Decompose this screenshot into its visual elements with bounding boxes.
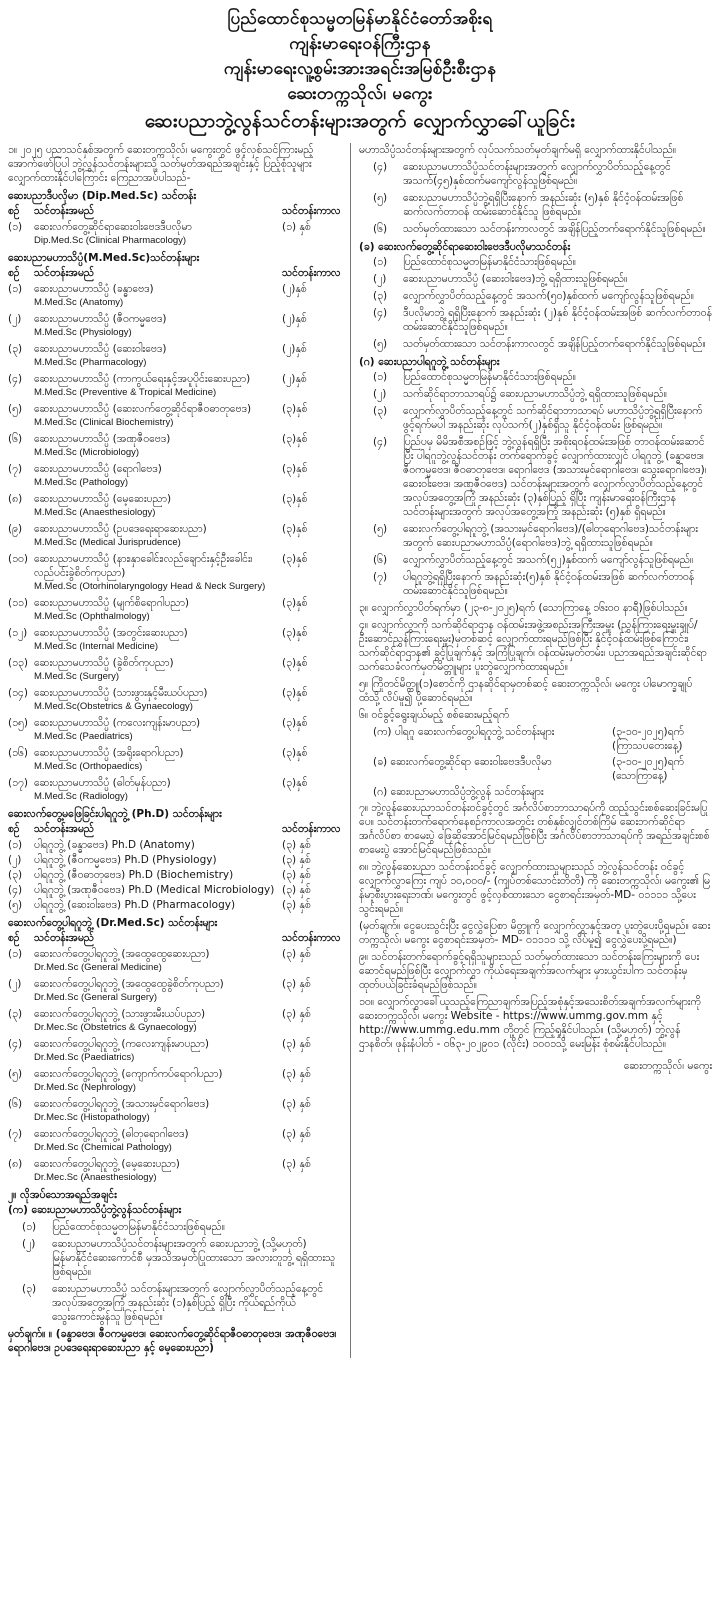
government-title: ပြည်ထောင်စုသမ္မတမြန်မာနိုင်ငံတော်အစိုးရ (227, 9, 493, 29)
item-text: ဆေးပညာမဟာသိပ္ပံဘွဲ့ရရှိပြီးနောက် အနည်းဆုံး (၅)နှစ် နိုင်ငံ့ဝန်ထမ်းအဖြစ် ဆက်လက်တာဝန် ထမ်းဆောင်နိုင်သူ ဖြစ်ရမည်။ (403, 192, 684, 218)
list-item (8, 1282, 342, 1324)
exam-date: (၃-၁၀-၂၀၂၅)ရက် (ကြာသပတေးနေ့) (612, 726, 684, 752)
course-name: ပါရဂူဘွဲ့ (အဏုဇီဝဗေဒ) Ph.D (Medical Microbiology) (34, 884, 275, 896)
item-number: (၂) (373, 388, 387, 400)
course-row (8, 776, 342, 790)
course-row (8, 312, 342, 326)
course-row (8, 402, 342, 416)
item-text: ဆေးလက်တွေ့ပါရဂူဘွဲ့ (အသားမှင်ရောဂါဗေဒ)/(ဓါတုရောဂါဗေဒ)သင်တန်းများအတွက် ဆေးပညာမဟာသိပ္ပံ(ရောဂါဗေဒ)ဘွဲ့ ရရှိထားသူဖြစ်ရမည်။ (403, 523, 698, 549)
list-item (359, 387, 712, 401)
course-row (8, 1127, 342, 1141)
course-duration: (၂)နှစ် (282, 313, 307, 325)
paragraph-8-note: (မှတ်ချက်။ ငွေပေးသွင်းပြီး ငွေလွှဲပြေစာ မိတ္တူကို လျှောက်လွှာနှင့်အတူ ပူးတွဲပေးပို့ရမည်။ ဆေးတက္ကသိုလ်၊ မကွေး ငွေစာရင်းအမှတ်- MD- ၀၁၁၁၁ သို့ လိပ်မူ၍ ငွေလွှဲပေးပို့ရမည်။) (359, 920, 711, 946)
course-row (8, 432, 342, 446)
course-row (8, 1097, 342, 1111)
item-number: (၅) (373, 338, 388, 350)
course-name: ဆေးလက်တွေ့ပါရဂူဘွဲ့ (ဓါတုရောဂါဗေဒ) (34, 1128, 189, 1140)
right-column (350, 143, 712, 1358)
course-number: (၉) (8, 523, 23, 535)
course-row (8, 552, 342, 580)
course-row (8, 716, 342, 730)
item-text: ပြည်ထောင်စုသမ္မတမြန်မာနိုင်ငံသားဖြစ်ရမည်။ (403, 371, 576, 383)
course-name: ဆေးပညာမဟာသိပ္ပံ (ခွဲစိတ်ကုပညာ) (34, 657, 174, 669)
qualification-note: မှတ်ချက်။ ။ (ခန္ဓာဗေဒ၊ ဇီဝကမ္မဗေဒ၊ ဆေးလက်တွေ့ဆိုင်ရာဇီဝဓာတုဗေဒ၊ အဏုဇီဝဗေဒ၊ ရောဂါဗေဒ၊ ဥပဒေရေးရာဆေးပညာ နှင့် မေ့ဆေးပညာ) (8, 1328, 337, 1354)
list-item (359, 272, 712, 286)
course-duration: (၃) နှစ် (282, 854, 311, 866)
course-name: ဆေးပညာမဟာသိပ္ပံ (အရိုးရောဂါပညာ) (34, 747, 184, 759)
course-name-english: M.Med.Sc (Physiology) (34, 327, 132, 338)
table-header (8, 204, 342, 218)
item-number: (၃) (22, 1283, 37, 1295)
exam-course: (ခ) ဆေးလက်တွေ့ဆိုင်ရာ ဆေးဝါးဗေဒဒီပလိုမာ (373, 756, 552, 768)
course-row (8, 868, 342, 882)
list-item (8, 1237, 342, 1279)
course-name-english: M.Med.Sc (Preventive & Tropical Medicine) (34, 387, 217, 398)
course-name-english: Dr.Med.Sc (Chemical Pathology) (34, 1142, 172, 1153)
course-number: (၁၀) (8, 553, 29, 565)
course-row (8, 1067, 342, 1081)
course-duration: (၃) နှစ် (282, 839, 311, 851)
course-number: (၅) (8, 403, 23, 415)
course-number: (၈) (8, 493, 23, 505)
paragraph-6: ၆။ ဝင်ခွင့်ရွေးချယ်မည့် စစ်ဆေးမည့်ရက် (359, 709, 510, 721)
course-duration: (၃) နှစ် (282, 1038, 311, 1050)
course-duration: (၃)နှစ် (282, 433, 308, 445)
course-name-english: M.Med.Sc (Radiology) (34, 791, 128, 802)
course-name: ဆေးပညာမဟာသိပ္ပံ (ဆေးဝါးဗေဒ) (34, 343, 167, 355)
exam-date-list (359, 725, 712, 799)
course-name: ဆေးလက်တွေ့ပါရဂူဘွဲ့ (မေ့ဆေးပညာ) (34, 1158, 180, 1170)
course-row (8, 282, 342, 296)
course-name-english: M.Med.Sc (Internal Medicine) (34, 641, 159, 652)
course-row (8, 220, 342, 234)
col-course-header: သင်တန်းအမည် (34, 823, 95, 835)
course-name-english: Dr.Med.Sc (General Medicine) (34, 962, 162, 973)
course-number: (၁) (8, 839, 23, 851)
item-number: (၁) (373, 256, 388, 268)
item-number: (၅) (373, 523, 388, 535)
course-duration: (၃) နှစ် (282, 1008, 311, 1020)
course-number: (၃) (8, 869, 23, 881)
course-duration: (၃) နှစ် (282, 1068, 311, 1080)
course-number: (၁) (8, 283, 23, 295)
course-name: ပါရဂူဘွဲ့ (ဇီဝကမ္မဗေဒ) Ph.D (Physiology) (34, 854, 217, 866)
col-duration-header: သင်တန်းကာလ (282, 823, 341, 835)
course-row (8, 977, 342, 991)
course-row (8, 746, 342, 760)
course-duration: (၂)နှစ် (282, 343, 307, 355)
item-number: (၃) (373, 405, 388, 417)
qualification-list (8, 1220, 342, 1324)
course-row (8, 626, 342, 640)
course-row (8, 947, 342, 961)
item-number: (၆) (373, 554, 388, 566)
course-number: (၇) (8, 463, 23, 475)
course-number: (၁၁) (8, 597, 29, 609)
item-text: ဆေးပညာမဟာသိပ္ပံသင်တန်းများအတွက် လျှောက်လွှာပိတ်သည့်နေ့တွင် အသက်(၄၅)နှစ်ထက်မကျော်လွန်သူဖြစ်ရမည်။ (403, 161, 671, 187)
course-row (8, 883, 342, 897)
paragraph-4: ၄။ လျှောက်လွှာကို သက်ဆိုင်ရာဌာန ဝန်ထမ်းအဖွဲ့အစည်းအကြီးအမှူး (ညွှန်ကြားရေးမှူးချုပ်/ဦးဆောင်ညွှန်ကြားရေးမှူး)မှတစ်ဆင့် လျှောက်ထားရမည်ဖြစ်ပြီး နိုင်ငံ့ဝန်ထမ်းဖြစ်ကြောင်း၊ သက်ဆိုင်ရာဌာန၏ ခွင့်ပြုချက်နှင့် အကြံပြုချက်၊ ဝန်ထမ်းမှတ်တမ်း၊ ပညာအရည်အချင်းဆိုင်ရာ သက်သေခံလက်မှတ်မိတ္တူများ ပူးတွဲလျှောက်ထားရမည်။ (359, 619, 707, 673)
course-name: ဆေးလက်တွေ့ပါရဂူဘွဲ့ (ကလေးကျန်းမာပညာ) (34, 1038, 209, 1050)
col-no-header: စဉ် (8, 823, 20, 835)
course-number: (၁၂) (8, 627, 28, 639)
list-item (359, 370, 712, 384)
paragraph-5: ၅။ ကြိုတင်မိတ္တူ(၁)စောင်ကို ဌာနဆိုင်ရာမှတစ်ဆင့် ဆေးတက္ကသိုလ်၊ မကွေး ပါမောက္ခချုပ်ထံသို့ လိပ်မူ၍ ပို့ဆောင်ရမည်။ (359, 678, 693, 704)
course-number: (၂) (8, 978, 22, 990)
course-name: ဆေးပညာမဟာသိပ္ပံ (ဥပဒေရေးရာဆေးပညာ) (34, 523, 207, 535)
course-name: ဆေးပညာမဟာသိပ္ပံ (မျက်စိရောဂါပညာ) (34, 597, 189, 609)
course-name: ပါရဂူဘွဲ့ (ဆေးဝါးဗေဒ) Ph.D (Pharmacology) (34, 899, 236, 911)
item-text: ဆေးပညာမဟာသိပ္ပံသင်တန်းများအတွက် ဆေးပညာဘွဲ့ (သို့မဟုတ်) မြန်မာနိုင်ငံဆေးကောင်စီ မှအသိအမှတ်ပြုထားသော အလားတူဘွဲ့ ရရှိထားသူဖြစ်ရမည်။ (52, 1238, 336, 1278)
exam-date-row (359, 755, 712, 783)
section-c-list (359, 370, 712, 598)
course-name: ဆေးပညာမဟာသိပ္ပံ (ခန္ဓာဗေဒ) (34, 283, 154, 295)
course-duration: (၃) နှစ် (282, 948, 311, 960)
col-no-header: စဉ် (8, 267, 20, 279)
table-header (8, 931, 342, 945)
course-number: (၆) (8, 1098, 23, 1110)
course-duration: (၃) နှစ် (282, 884, 311, 896)
course-row (8, 492, 342, 506)
course-name-english: M.Med.Sc (Paediatrics) (34, 731, 133, 742)
course-duration: (၂)နှစ် (282, 283, 307, 295)
course-row (8, 1157, 342, 1171)
table-header (8, 266, 342, 280)
exam-course: (က) ပါရဂူ ဆေးလက်တွေ့ပါရဂူဘွဲ့ သင်တန်းများ (373, 726, 555, 738)
course-number: (၈) (8, 1158, 23, 1170)
course-name: ဆေးပညာမဟာသိပ္ပံ (အတွင်းဆေးပညာ) (34, 627, 188, 639)
section-b-list (359, 255, 712, 351)
course-duration: (၃)နှစ် (282, 403, 308, 415)
col-duration-header: သင်တန်းကာလ (282, 205, 341, 217)
item-number: (၁) (22, 1221, 37, 1233)
course-name-english: Dr.Mec.Sc (Obstetrics & Gynaecology) (34, 1022, 197, 1033)
course-row (8, 898, 342, 912)
course-duration: (၃) နှစ် (282, 978, 311, 990)
item-text: သတ်မှတ်ထားသော သင်တန်းကာလတွင် အချိန်ပြည့်တက်ရောက်နိုင်သူဖြစ်ရမည်။ (403, 338, 706, 350)
course-number: (၁) (8, 948, 23, 960)
course-duration: (၃)နှစ် (282, 717, 308, 729)
course-number: (၁) (8, 221, 23, 233)
course-row (8, 656, 342, 670)
exam-date: (၃-၁၀-၂၀၂၅)ရက် (သောကြာနေ့) (612, 756, 684, 782)
phd-course-list (8, 838, 342, 912)
left-column (8, 143, 350, 1358)
item-number: (၂) (373, 273, 387, 285)
list-item (359, 404, 712, 432)
course-row (8, 853, 342, 867)
course-name: ဆေးလက်တွေ့ပါရဂူဘွဲ့ (အထွေထွေဆေးပညာ) (34, 948, 210, 960)
course-number: (၅) (8, 1068, 23, 1080)
paragraph-7: ၇။ ဘွဲ့လွန်ဆေးပညာသင်တန်းဝင်ခွင့်တွင် အင်္ဂလိပ်စာဘာသာရပ်ကို ထည့်သွင်းစစ်ဆေးခြင်းမပြုပေ။ သင်တန်းတက်ရောက်နေစဉ်ကာလအတွင်း တစ်နှစ်လျှင်တစ်ကြိမ် ဆေးဘက်ဆိုင်ရာ အင်္ဂလိပ်စာ စာမေးပွဲ ဖြေဆိုအောင်မြင်ရမည်ဖြစ်ပြီး အင်္ဂလိပ်စာဘာသာရပ်ကို အရည်အချင်းစစ်စာမေးပွဲ အောင်မြင်ရမည်ဖြစ်သည်။ (359, 802, 710, 856)
course-name-english: M.Med.Sc (Anaesthesiology) (34, 507, 156, 518)
course-name: ဆေးပညာမဟာသိပ္ပံ (မေ့ဆေးပညာ) (34, 493, 172, 505)
course-name: ဆေးပညာမဟာသိပ္ပံ (ဓါတ်မှန်ပညာ) (34, 777, 171, 789)
course-row (8, 1007, 342, 1021)
list-item (359, 289, 712, 303)
course-name-english: M.Med.Sc (Pathology) (34, 477, 128, 488)
list-item (359, 337, 712, 351)
course-row (8, 342, 342, 356)
continued-list (359, 160, 712, 236)
col-course-header: သင်တန်းအမည် (34, 932, 95, 944)
paragraph-8: ၈။ ဘွဲ့လွန်ဆေးပညာ သင်တန်းဝင်ခွင့် လျှောက်ထားသူများသည် ဘွဲ့လွန်သင်တန်း ဝင်ခွင့်လျှောက်လွှာကြေး ကျပ် ၁၀,၀၀၀/- (ကျပ်တစ်သောင်းတိတိ) ကို ဆေးတက္ကသိုလ်၊ မကွေး၏ မြန်မာ့စီးပွားရေးဘဏ်၊ မကွေးတွင် ဖွင့်လှစ်ထားသော ငွေစာရင်းအမှတ်-MD- ၀၁၁၁၁ သို့ပေးသွင်းရမည်။ (359, 861, 711, 915)
item-number: (၇) (373, 571, 388, 583)
course-name-english: M.Med.Sc (Ophthalmology) (34, 611, 150, 622)
announcement-title: ဆေးပညာဘွဲ့လွန်သင်တန်းများအတွက် လျှောက်လွှာခေါ်ယူခြင်း (144, 110, 576, 132)
col-no-header: စဉ် (8, 932, 20, 944)
item-text: ဆေးပညာမဟာသိပ္ပံ (ဆေးဝါးဗေဒ)ဘွဲ့ ရရှိထားသူဖြစ်ရမည်။ (403, 273, 628, 285)
item-text: ပြည်ထောင်စုသမ္မတမြန်မာနိုင်ငံသားဖြစ်ရမည်။ (52, 1221, 225, 1233)
course-duration: (၃) နှစ် (282, 1098, 311, 1110)
course-name: ဆေးပညာမဟာသိပ္ပံ (နား၊နှာခေါင်း၊လည်ချောင်းနှင့်ဦးခေါင်း၊လည်ပင်းခွဲစိတ်ကုပညာ) (34, 553, 253, 579)
course-row (8, 686, 342, 700)
course-row (8, 462, 342, 476)
item-text: လျှောက်လွှာပိတ်သည့်နေ့တွင် သက်ဆိုင်ရာဘာသာရပ် မဟာသိပ္ပံဘွဲ့ရရှိပြီးနောက် ဖွင့်ရက်မပါ အနည်းဆုံး လုပ်သက်(၂)နှစ်ရှိသူ နိုင်ငံ့ဝန်ထမ်း ဖြစ်ရမည်။ (403, 405, 703, 431)
item-number: (၄) (373, 436, 388, 448)
course-name-english: M.Med.Sc (Microbiology) (34, 447, 140, 458)
item-number: (၄) (373, 161, 388, 173)
item-text: ဆေးပညာမဟာသိပ္ပံ သင်တန်းများအတွက် လျှောက်လွှာပိတ်သည့်နေ့တွင် အလုပ်အတွေ့အကြုံ အနည်းဆုံး (၁)နှစ်ပြည့် ရှိပြီး ကိုယ်ရည်ကိုယ်သွေးကောင်းမွန်သူ ဖြစ်ရမည်။ (52, 1283, 324, 1323)
course-duration: (၃)နှစ် (282, 627, 308, 639)
list-item (359, 255, 712, 269)
paragraph-9: ၉။ သင်တန်းတက်ရောက်ခွင့်ရရှိသူများသည် သတ်မှတ်ထားသော သင်တန်းကြေးများကို ပေးဆောင်ရမည်ဖြစ်ပြီး လျှောက်လွှာ ကိုယ်ရေးအချက်အလက်များ မှားယွင်းပါက သင်တန်းမှ ထုတ်ပယ်ခြင်းခံရမည်ဖြစ်သည်။ (359, 951, 700, 991)
exam-date-row (359, 725, 712, 753)
course-number: (၁၅) (8, 717, 29, 729)
col-no-header: စဉ် (8, 205, 20, 217)
paragraph-3: ၃။ လျှောက်လွှာပိတ်ရက်မှာ (၂၃-၈-၂၀၂၅)ရက် (သောကြာနေ့ ၁၆း၀၀ နာရီ)ဖြစ်ပါသည်။ (359, 602, 688, 614)
course-duration: (၃) နှစ် (282, 869, 311, 881)
item-number: (၅) (373, 192, 388, 204)
course-duration: (၃)နှစ် (282, 523, 308, 535)
section-c-title: (ဂ) ဆေးပညာပါရဂူဘွဲ့ သင်တန်းများ (359, 356, 500, 368)
course-number: (၇) (8, 1128, 23, 1140)
course-name: ဆေးလက်တွေ့ပါရဂူဘွဲ့ (အသားမှင်ရောဂါဗေဒ) (34, 1098, 210, 1110)
department-title: ကျန်းမာရေးလူ့စွမ်းအားအရင်းအမြစ်ဦးစီးဌာန (223, 59, 497, 79)
diploma-course-list (8, 220, 342, 247)
table-header (8, 822, 342, 836)
course-number: (၆) (8, 433, 23, 445)
course-number: (၃) (8, 1008, 23, 1020)
course-name-english: M.Med.Sc (Medical Jurisprudence) (34, 537, 181, 548)
diploma-section-title: ဆေးပညာဒီပလိုမာ (Dip.Med.Sc) သင်တန်း (8, 190, 197, 202)
course-name-english: M.Med.Sc (Orthopaedics) (34, 761, 143, 772)
course-duration: (၁) နှစ် (282, 221, 311, 233)
ministry-title: ကျန်းမာရေးဝန်ကြီးဌာန (289, 34, 431, 54)
course-duration: (၃)နှစ် (282, 747, 308, 759)
item-text: ပြည်ပမှ မိမိအစီအစဉ်ဖြင့် ဘွဲ့လွန်ရရှိပြီး အစိုးရဝန်ထမ်းအဖြစ် တာဝန်ထမ်းဆောင်ပြီး ပါရဂူဘွဲ့လွန်သင်တန်း တက်ရောက်ခွင့် လျှောက်ထားလျှင် ပါရဂူဘွဲ့ (ခန္ဓာဗေဒ၊ ဇီဝကမ္မဗေဒ၊ ဇီဝဓာတုဗေဒ၊ ရောဂါဗေဒ (အသားမှင်ရောဂါဗေဒ၊ သွေးရောဂါဗေဒ)၊ ဆေးဝါးဗေဒ၊ အဏုဇီဝဗေဒ) သင်တန်းများအတွက် လျှောက်လွှာပိတ်သည့်နေ့တွင် အလုပ်အတွေ့အကြုံ အနည်းဆုံး (၃)နှစ်ပြည့် ရှိပြီး ကျန်းမာရေးဝန်ကြီးဌာန သင်တန်းများအတွက် အလုပ်အတွေ့အကြုံ အနည်းဆုံး (၅)နှစ် ရှိရမည်။ (403, 436, 707, 518)
course-duration: (၂)နှစ် (282, 373, 307, 385)
letterhead (8, 7, 712, 135)
course-number: (၁၆) (8, 747, 29, 759)
item-text: လျှောက်လွှာပိတ်သည့်နေ့တွင် အသက်(၅၂)နှစ်ထက် မကျော်လွန်သူဖြစ်ရမည်။ (403, 554, 694, 566)
course-number: (၄) (8, 884, 23, 896)
col-course-header: သင်တန်းအမည် (34, 267, 95, 279)
mmed-section-title: ဆေးပညာမဟာသိပ္ပံ(M.Med.Sc)သင်တန်းများ (8, 252, 200, 264)
course-name-english: M.Med.Sc (Clinical Biochemistry) (34, 417, 174, 428)
course-row (8, 372, 342, 386)
course-name-english: Dr.Mec.Sc (Anaesthesiology) (34, 1172, 157, 1183)
course-number: (၄) (8, 373, 23, 385)
course-name-english: Dr.Med.Sc (Nephrology) (34, 1082, 136, 1093)
course-duration: (၃)နှစ် (282, 597, 308, 609)
col-duration-header: သင်တန်းကာလ (282, 932, 341, 944)
course-number: (၂) (8, 854, 22, 866)
phd-section-title: ဆေးလက်တွေ့မဖြေခြင်းပါရဂူဘွဲ့ (Ph.D) သင်တန်းများ (8, 808, 222, 820)
course-name: ပါရဂူဘွဲ့ (ခန္ဓာဗေဒ) Ph.D (Anatomy) (34, 839, 195, 851)
course-number: (၁၃) (8, 657, 29, 669)
list-item (359, 553, 712, 567)
course-name-english: M.Med.Sc (Pharmacology) (34, 357, 147, 368)
list-item (359, 222, 712, 236)
item-text: သက်ဆိုင်ရာဘာသာရပ်၌ ဆေးပညာမဟာသိပ္ပံဘွဲ့ ရရှိထားသူဖြစ်ရမည်။ (403, 388, 667, 400)
course-name: ဆေးပညာမဟာသိပ္ပံ (ရောဂါဗေဒ) (34, 463, 162, 475)
course-name: ဆေးပညာမဟာသိပ္ပံ (ဇီဝကမ္မဗေဒ) (34, 313, 167, 325)
drmed-section-title: ဆေးလက်တွေ့ပါရဂူဘွဲ့ (Dr.Med.Sc) သင်တန်းများ (8, 917, 218, 929)
item-text: ဒီပလိုမာဘွဲ့ ရရှိပြီးနောက် အနည်းဆုံး (၂)နှစ် နိုင်ငံ့ဝန်ထမ်းအဖြစ် ဆက်လက်တာဝန်ထမ်းဆောင်နိုင်သူဖြစ်ရမည်။ (403, 307, 712, 333)
col-course-header: သင်တန်းအမည် (34, 205, 95, 217)
course-name-english: M.Med.Sc (Surgery) (34, 671, 119, 682)
paragraph-10: ၁၀။ လျှောက်လွှာခေါ်ယူသည့်ကြေညာချက်အပြည့်အစုံနှင့်အသေးစိတ်အချက်အလက်များကို ဆေးတက္ကသိုလ်၊ မကွေး Website - https://www.ummg.gov.mm နှင့် http://www.ummg.edu.mm တို့တွင် ကြည့်ရှုနိုင်ပါသည်။ (သို့မဟုတ်) ဘွဲ့လွန်ဌာနစိတ်၊ ဖုန်းနံပါတ် - ၀၆၃-၂၀၂၉၀၁ (လိုင်း) ၁၀၀၁သို့ မေးမြန်း စုံစမ်းနိုင်ပါသည်။ (359, 996, 701, 1050)
course-name-english: M.Med.Sc(Obstetrics & Gynaecology) (34, 701, 193, 712)
course-name: ဆေးလက်တွေ့ပါရဂူဘွဲ့ (အထွေထွေခွဲစိတ်ကုပညာ) (34, 978, 224, 990)
course-duration: (၃)နှစ် (282, 553, 308, 565)
course-name: ဆေးပညာမဟာသိပ္ပံ (ကာကွယ်ရေးနှင့်အပူပိုင်းဆေးပညာ) (34, 373, 251, 385)
item-number: (၃) (373, 290, 388, 302)
list-item (359, 306, 712, 334)
course-row (8, 1037, 342, 1051)
course-number: (၅) (8, 899, 23, 911)
course-duration: (၃)နှစ် (282, 493, 308, 505)
course-name: ဆေးပညာမဟာသိပ္ပံ (ကလေးကျန်းမာပညာ) (34, 717, 201, 729)
section-b-title: (ခ) ဆေးလက်တွေ့ဆိုင်ရာဆေးဝါးဗေဒဒီပလိုမာသင်တန်း (359, 241, 571, 253)
col-duration-header: သင်တန်းကာလ (282, 267, 341, 279)
course-number: (၂) (8, 313, 22, 325)
course-duration: (၃) နှစ် (282, 1158, 311, 1170)
list-item (8, 1220, 342, 1234)
course-name-english: Dr.Mec.Sc (Histopathology) (34, 1112, 150, 1123)
list-item (359, 522, 712, 550)
course-name: ပါရဂူဘွဲ့ (ဇီဝဓာတုဗေဒ) Ph.D (Biochemistry) (34, 869, 234, 881)
continued-title: မဟာသိပ္ပံသင်တန်းများအတွက် လုပ်သက်သတ်မှတ်ချက်မရှိ လျှောက်ထားနိုင်ပါသည်။ (359, 144, 677, 156)
course-name: ဆေးပညာမဟာသိပ္ပံ (အဏုဇီဝဗေဒ) (34, 433, 171, 445)
course-duration: (၃)နှစ် (282, 777, 308, 789)
course-duration: (၃)နှစ် (282, 687, 308, 699)
course-row (8, 838, 342, 852)
course-number: (၄) (8, 1038, 23, 1050)
course-name: ဆေးလက်တွေ့ပါရဂူဘွဲ့ (ကျောက်ကပ်ရောဂါပညာ) (34, 1068, 223, 1080)
item-text: ပြည်ထောင်စုသမ္မတမြန်မာနိုင်ငံသားဖြစ်ရမည်။ (403, 256, 576, 268)
course-name: ဆေးလက်တွေ့ဆိုင်ရာဆေးဝါးဗေဒဒီပလိုမာ (34, 221, 192, 233)
item-text: လျှောက်လွှာပိတ်သည့်နေ့တွင် အသက်(၅၀)နှစ်ထက် မကျော်လွန်သူဖြစ်ရမည်။ (403, 290, 694, 302)
list-item (359, 435, 712, 519)
intro-paragraph: ၁။ ၂၀၂၅ ပညာသင်နှစ်အတွက် ဆေးတက္ကသိုလ်၊ မကွေးတွင် ဖွင့်လှစ်သင်ကြားမည့် အောက်ဖော်ပြပါ ဘွဲ့လွန်သင်တန်းများသို့ သတ်မှတ်အရည်အချင်းနှင့် ပြည့်စုံသူများ လျှောက်ထားနိုင်ပါကြောင်း ကြေညာအပ်ပါသည်- (8, 144, 314, 184)
exam-date-row (359, 785, 712, 799)
course-number: (၁၄) (8, 687, 29, 699)
course-row (8, 522, 342, 536)
item-number: (၄) (373, 307, 388, 319)
item-number: (၁) (373, 371, 388, 383)
drmed-course-list (8, 947, 342, 1184)
course-name-english: Dr.Med.Sc (General Surgery) (34, 992, 158, 1003)
course-duration: (၃)နှစ် (282, 657, 308, 669)
course-name-english: M.Med.Sc (Anatomy) (34, 297, 124, 308)
item-text: သတ်မှတ်ထားသော သင်တန်းကာလတွင် အချိန်ပြည့်တက်ရောက်နိုင်သူဖြစ်ရမည်။ (403, 223, 706, 235)
item-number: (၆) (373, 223, 388, 235)
university-title: ဆေးတက္ကသိုလ်၊ မကွေး (287, 84, 433, 104)
list-item (359, 160, 712, 188)
qualification-title: ၂။ လိုအပ်သောအရည်အချင်း (8, 1189, 117, 1201)
qualification-subtitle: (က) ဆေးပညာမဟာသိပ္ပံဘွဲ့လွန်သင်တန်းများ (8, 1204, 182, 1216)
course-name: ဆေးပညာမဟာသိပ္ပံ (သားဖွားနှင့်မီးယပ်ပညာ) (34, 687, 208, 699)
course-duration: (၃)နှစ် (282, 463, 308, 475)
item-number: (၂) (22, 1238, 36, 1250)
course-duration: (၃) နှစ် (282, 1128, 311, 1140)
course-row (8, 596, 342, 610)
course-name-english: M.Med.Sc (Otorhinolaryngology Head & Neck Surgery) (34, 581, 266, 592)
course-name-english: Dip.Med.Sc (Clinical Pharmacology) (34, 235, 187, 246)
course-duration: (၃) နှစ် (282, 899, 311, 911)
course-name: ဆေးလက်တွေ့ပါရဂူဘွဲ့ (သားဖွားမီးယပ်ပညာ) (34, 1008, 206, 1020)
course-name-english: Dr.Med.Sc (Paediatrics) (34, 1052, 135, 1063)
list-item (359, 570, 712, 598)
course-number: (၁၇) (8, 777, 29, 789)
course-number: (၃) (8, 343, 23, 355)
course-name: ဆေးပညာမဟာသိပ္ပံ (ဆေးလက်တွေ့ဆိုင်ရာဇီဝဓာတုဗေဒ) (34, 403, 252, 415)
exam-date (612, 785, 712, 799)
exam-course: (ဂ) ဆေးပညာမဟာသိပ္ပံဘွဲ့လွန် သင်တန်းများ (373, 786, 544, 798)
item-text: ပါရဂူဘွဲ့ရရှိပြီးနောက် အနည်းဆုံး(၅)နှစ် နိုင်ငံ့ဝန်ထမ်းအဖြစ် ဆက်လက်တာဝန်ထမ်းဆောင်နိုင်သူဖြစ်ရမည်။ (403, 571, 695, 597)
signature: ဆေးတက္ကသိုလ်၊ မကွေး (623, 1060, 712, 1072)
list-item (359, 191, 712, 219)
mmed-course-list (8, 282, 342, 803)
